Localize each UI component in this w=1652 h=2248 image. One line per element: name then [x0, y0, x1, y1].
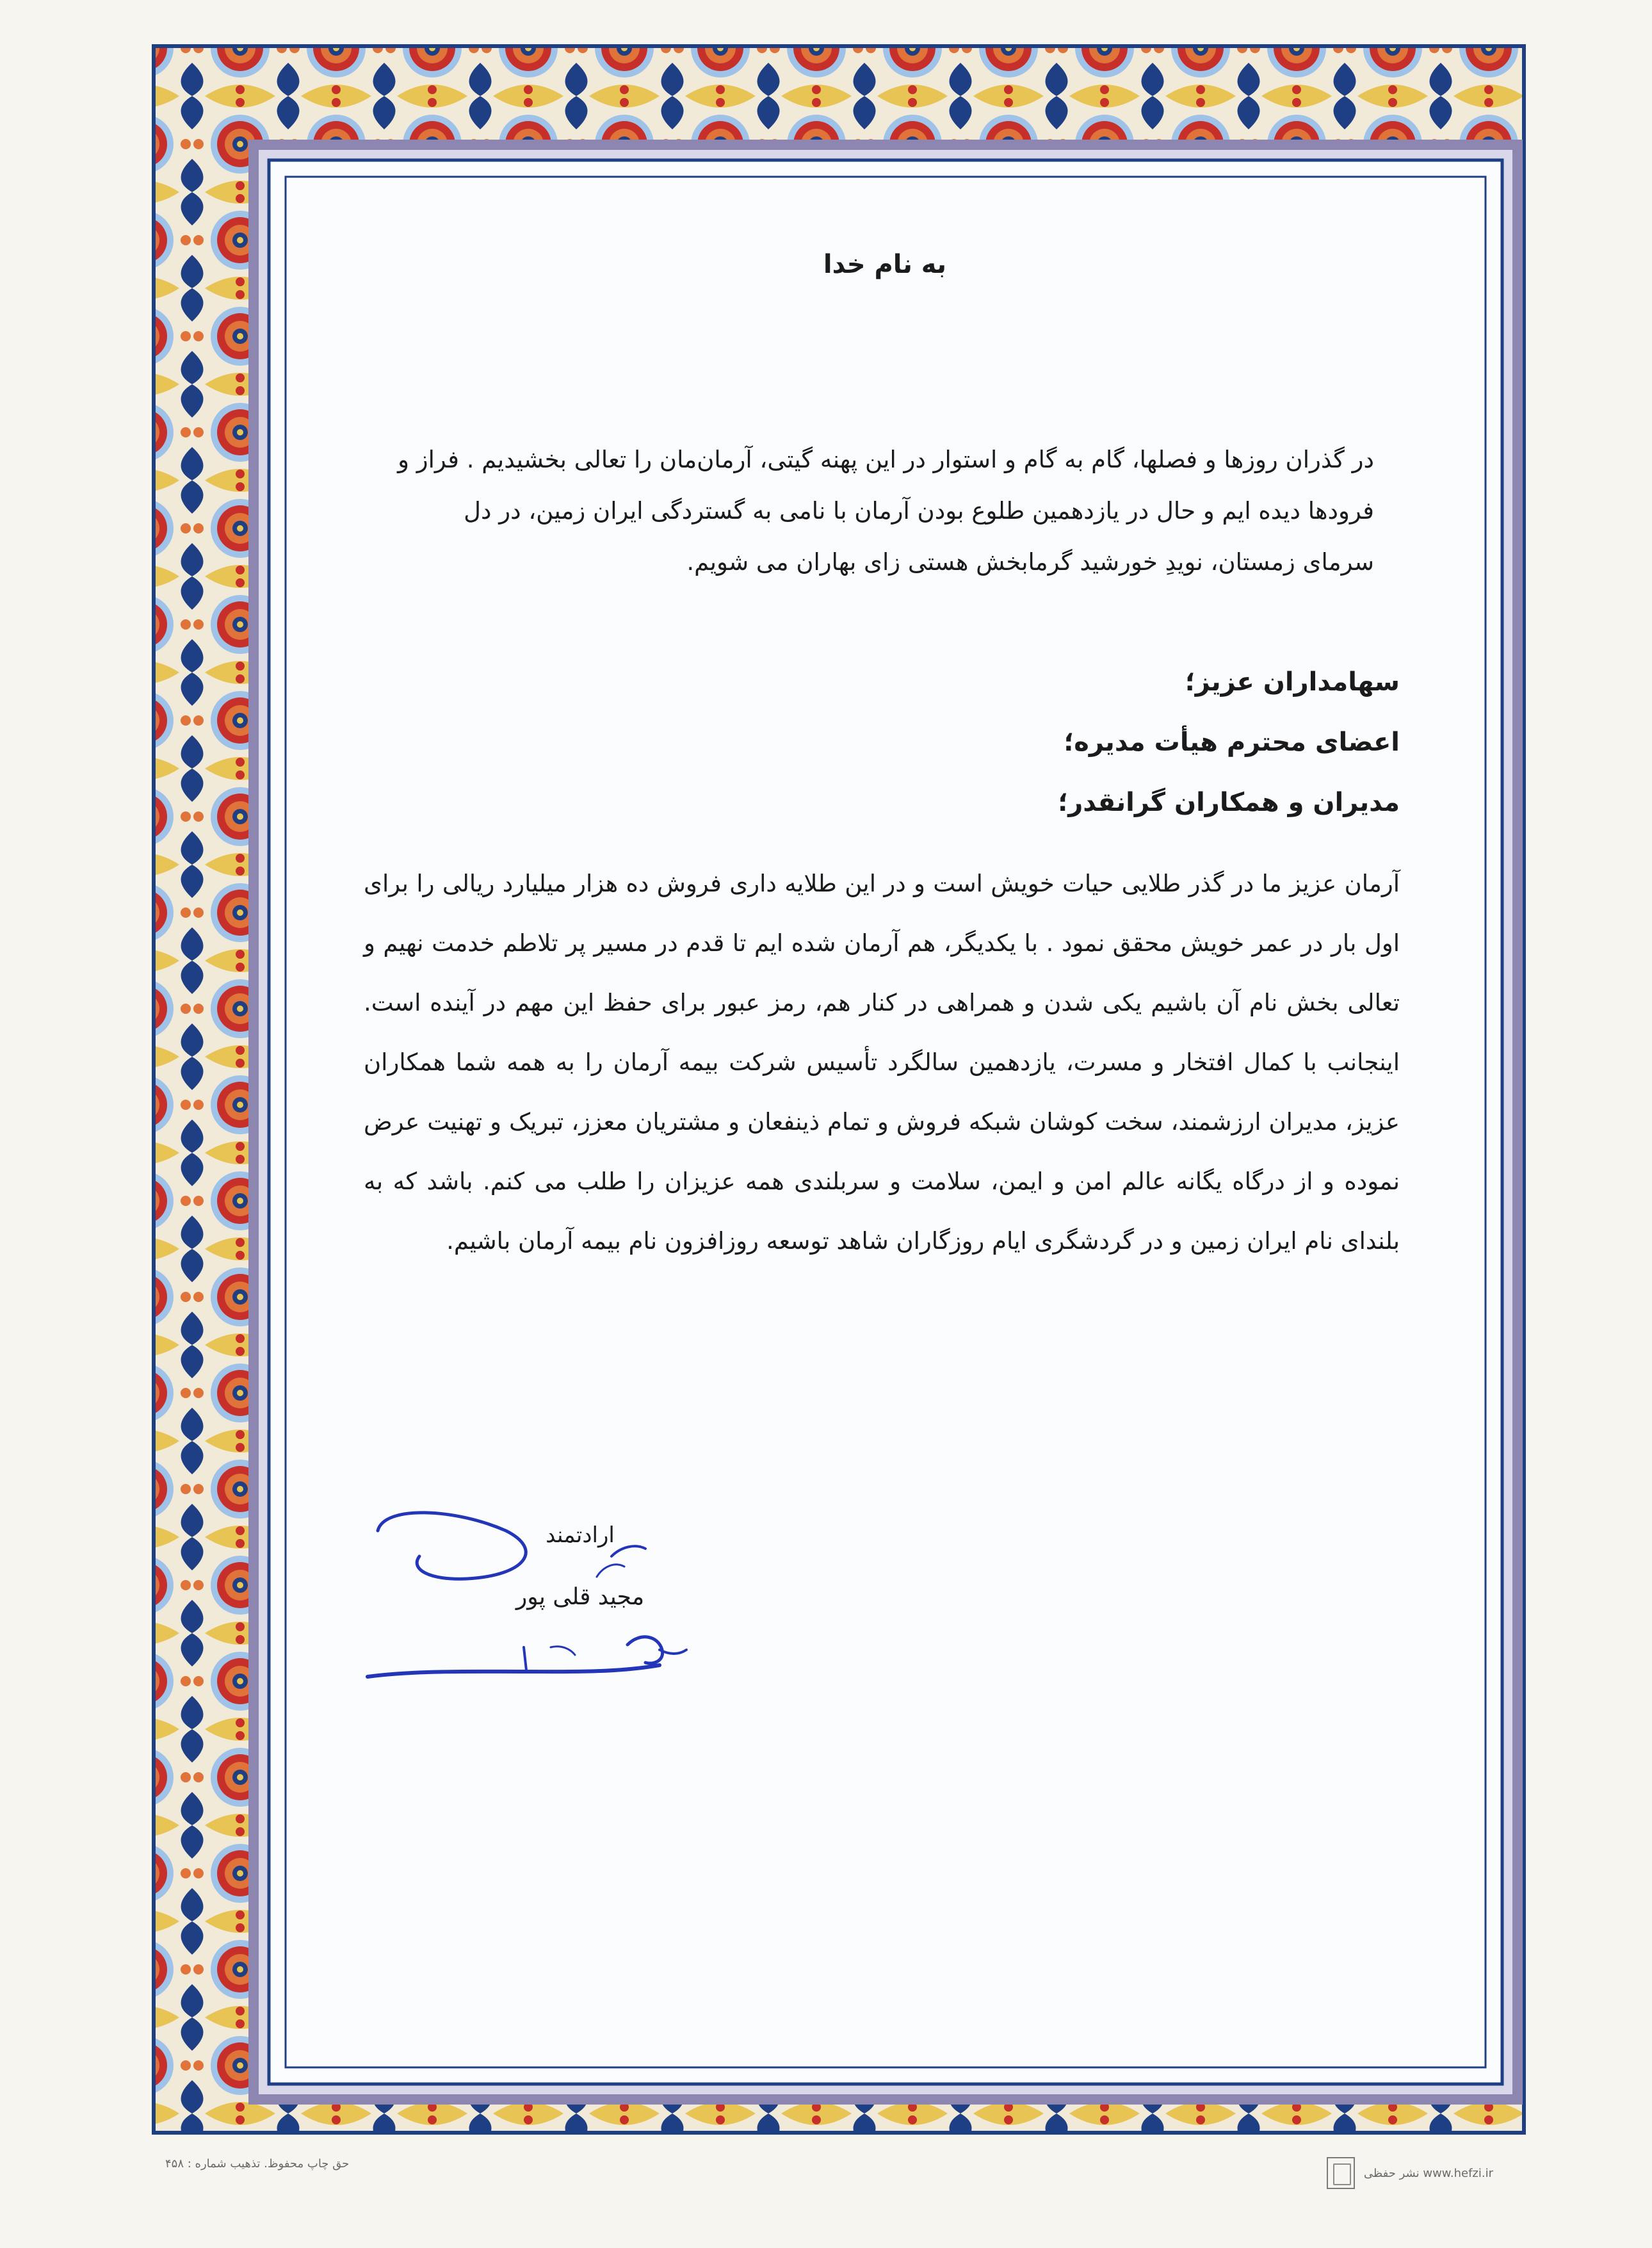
salutation-shareholders: سهامداران عزیز؛ [1185, 667, 1400, 697]
signer-name: مجید قلی پور [515, 1584, 645, 1610]
handwritten-signature [359, 1479, 717, 1691]
salutation-list [631, 652, 1400, 833]
body-paragraph: آرمان عزیز ما در گذر طلایی حیات خویش است و در این طلایه داری فروش ده هزار میلیارد ریالی را برای اول بار در عمر خویش محقق نمود . با یکدیگر، هم آرمان شده ایم تا قدم در مسیر پر تلاطم خدمت نهیم و تعالی بخش نام آن باشیم یکی شدن و همراهی در کنار هم، رمز عبور برای حفظ این مهم در آینده است. اینجانب با کمال افتخار و مسرت، یازدهمین سالگرد تأسیس شرکت بیمه آرمان را به همه شما همکاران عزیز، مدیران ارزشمند، سخت کوشان شبکه فروش و تمام ذینفعان و مشتریان معزز، تبریک و تهنیت عرض نموده و از درگاه یگانه عالم امن و ایمن، سلامت و سربلندی همه عزیزان را طلب می کنم. باشد که به بلندای نام ایران زمین و در گردشگری ایام روزگاران شاهد توسعه روزافزون نام بیمه آرمان باشیم. [364, 870, 1400, 1255]
letter-content [300, 191, 1470, 2052]
publisher-text: www.hefzi.ir نشر حفظی [1363, 2166, 1493, 2180]
intro-paragraph: در گذران روزها و فصلها، گام به گام و استوار در این پهنه گیتی، آرمان‌مان را تعالی بخشیدیم . فراز و فرودها دیده ایم و حال در یازدهمین طلوع بودن آرمان با نامی به گستردگی ایران زمین، در دل سرمای زمستان، نویدِ خورشید گرمابخش هستی زای بهاران می شویم. [398, 446, 1374, 576]
publisher-logo-icon [1327, 2157, 1355, 2189]
text-panel [300, 191, 1470, 2052]
salutation-managers: مدیران و همکاران گرانقدر؛ [1058, 788, 1400, 817]
copyright-note: حق چاپ محفوظ. تذهیب شماره : ۴۵۸ [165, 2157, 350, 2171]
letter-title: به نام خدا [823, 250, 947, 279]
salutation-board: اعضای محترم هیأت مدیره؛ [1064, 728, 1400, 757]
closing-word: ارادتمند [546, 1522, 615, 1548]
publisher-block [1327, 2157, 1493, 2189]
